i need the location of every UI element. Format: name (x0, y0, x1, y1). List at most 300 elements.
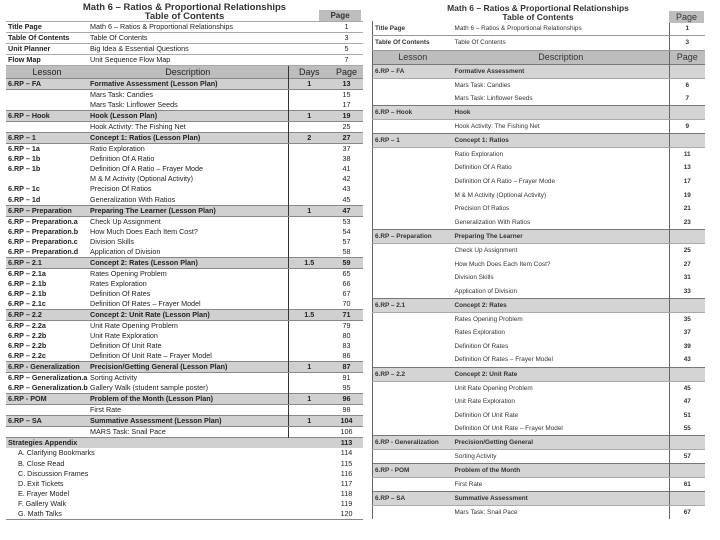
lesson-cell: 6.RP – 2.2b (8, 331, 47, 341)
description-cell: Concept 1: Ratios (Lesson Plan) (88, 133, 288, 144)
front-matter-row (6, 33, 363, 44)
page-cell: 106 (340, 427, 353, 437)
days-cell (288, 122, 330, 133)
table-row (6, 373, 363, 384)
column-header: Lesson (6, 66, 88, 79)
table-row (6, 237, 363, 247)
lesson-cell (373, 285, 453, 299)
table-row (6, 111, 363, 122)
table-row (373, 464, 705, 478)
description-cell: Rates Exploration (454, 329, 505, 337)
description-cell: Table Of Contents (453, 36, 670, 51)
description-cell: First Rate (90, 405, 122, 415)
description-cell: Hook Activity: The Fishing Net (90, 122, 186, 131)
days-cell (288, 237, 330, 247)
description-cell: MARS Task: Snail Pace (90, 427, 166, 437)
lesson-cell: 6.RP – 2.2 (373, 367, 453, 381)
lesson-cell: Flow Map (6, 55, 88, 66)
page-cell: 59 (330, 257, 363, 268)
page-cell: 13 (670, 161, 705, 175)
lesson-cell: 6.RP - POM (6, 394, 88, 405)
appendix-title: Strategies Appendix (6, 438, 330, 449)
description-cell: Unit Rate Exploration (90, 331, 158, 341)
table-row (6, 341, 363, 351)
days-cell (288, 299, 330, 310)
days-cell: 1.5 (288, 257, 330, 268)
appendix-header-row (6, 438, 363, 449)
lesson-cell (373, 381, 453, 395)
table-row (6, 427, 363, 438)
page-cell: 25 (670, 244, 705, 258)
appendix-row (6, 489, 363, 499)
description-cell: Division Skills (90, 236, 134, 246)
page-cell: 21 (670, 202, 705, 216)
days-cell (288, 90, 330, 101)
lesson-cell (373, 450, 453, 464)
page-cell (670, 105, 705, 119)
page-cell: 41 (342, 164, 351, 174)
appendix-row (6, 459, 363, 469)
column-header: Description (88, 66, 288, 79)
days-cell (288, 195, 330, 206)
lesson-cell (6, 174, 88, 184)
table-row (373, 188, 705, 202)
table-row (6, 227, 363, 237)
description-cell: Rates Opening Problem (454, 315, 523, 323)
table-row (6, 310, 363, 321)
page-cell: 23 (670, 216, 705, 230)
table-row (373, 161, 705, 175)
days-cell: 2 (288, 133, 330, 144)
lesson-cell (373, 340, 453, 354)
page-cell: 1 (330, 22, 363, 33)
days-cell: 1 (288, 394, 330, 405)
page-cell: 79 (342, 321, 351, 331)
appendix-row (6, 469, 363, 479)
table-row (373, 244, 705, 258)
days-cell (288, 144, 330, 155)
lesson-cell: Title Page (373, 21, 453, 36)
description-cell: Unit Rate Opening Problem (454, 384, 533, 392)
days-cell: 1 (288, 362, 330, 373)
table-row (6, 216, 363, 227)
page-cell (670, 436, 705, 450)
description-cell: Precision Of Ratios (90, 184, 152, 194)
column-header: Description (453, 50, 670, 64)
description-cell: Concept 2: Unit Rate (Lesson Plan) (88, 310, 288, 321)
toc-table (6, 21, 363, 520)
description-cell: Sorting Activity (90, 373, 138, 383)
lesson-cell: 6.RP – 2.1a (8, 268, 46, 278)
appendix-item: C. Discussion Frames (18, 468, 89, 478)
front-matter-row (6, 22, 363, 33)
table-row (373, 64, 705, 78)
page-cell (670, 492, 705, 506)
description-cell: Definition Of Rates – Frayer Model (90, 299, 201, 309)
description-cell: Definition Of Rates (90, 289, 151, 299)
description-cell: Summative Assessment (453, 492, 670, 506)
page-cell: 53 (342, 216, 351, 226)
table-row (373, 506, 705, 520)
lesson-cell (6, 122, 88, 133)
days-cell (288, 279, 330, 289)
days-cell (288, 351, 330, 362)
lesson-cell: 6.RP - Generalization (6, 362, 88, 373)
lesson-cell: 6.RP – Preparation.d (8, 246, 79, 256)
appendix-row (6, 448, 363, 458)
description-cell: Mars Task: Snail Pace (454, 509, 518, 517)
page-cell: 65 (342, 268, 351, 278)
description-cell: Check Up Assignment (454, 247, 518, 255)
description-cell: Application of Division (90, 246, 161, 256)
description-cell: Summative Assessment (Lesson Plan) (88, 416, 288, 427)
table-row (373, 450, 705, 464)
table-row (6, 405, 363, 416)
days-cell (288, 174, 330, 184)
table-row (6, 362, 363, 373)
lesson-cell: 6.RP – 1a (8, 144, 40, 153)
table-row (6, 257, 363, 268)
description-cell: How Much Does Each Item Cost? (90, 226, 198, 236)
page-cell: 116 (340, 468, 353, 478)
toc-right (372, 4, 704, 519)
description-cell: First Rate (454, 481, 483, 489)
days-cell: 1 (288, 416, 330, 427)
table-row (6, 383, 363, 394)
lesson-cell: 6.RP – SA (6, 416, 88, 427)
description-cell: Concept 2: Rates (Lesson Plan) (88, 257, 288, 268)
table-row (6, 351, 363, 362)
lesson-cell: 6.RP – 2.1 (6, 257, 88, 268)
table-row (373, 119, 705, 133)
page-cell: 37 (342, 144, 351, 153)
table-row (6, 164, 363, 174)
table-row (373, 353, 705, 367)
page-cell: 5 (330, 44, 363, 55)
description-cell: Gallery Walk (student sample poster) (90, 383, 208, 393)
description-cell: Precision Of Ratios (454, 205, 510, 213)
lesson-cell: 6.RP – 2.1b (8, 278, 47, 288)
toc-table (372, 21, 705, 519)
appendix-row (6, 479, 363, 489)
lesson-cell: 6.RP – 2.2b (8, 341, 47, 351)
lesson-cell: 6.RP – Generalization.b (8, 383, 88, 393)
appendix-item: B. Close Read (18, 458, 65, 468)
description-cell: Definition Of Unit Rate – Frayer Model (454, 425, 563, 433)
description-cell: Concept 2: Unit Rate (453, 367, 670, 381)
days-cell (288, 184, 330, 194)
days-cell (288, 373, 330, 384)
page-column-label: Page (669, 11, 704, 23)
lesson-cell (373, 244, 453, 258)
description-cell: Mars Task: Linflower Seeds (90, 100, 178, 109)
lesson-cell: 6.RP – 1b (8, 154, 41, 164)
lesson-cell (6, 100, 88, 111)
lesson-cell (373, 326, 453, 340)
table-row (6, 100, 363, 111)
description-cell: Table Of Contents (88, 33, 330, 44)
lesson-cell: 6.RP – 1 (6, 133, 88, 144)
description-cell: Rates Exploration (90, 278, 147, 288)
table-row (373, 78, 705, 92)
page-cell: 43 (670, 353, 705, 367)
table-row (373, 285, 705, 299)
page-cell: 70 (342, 299, 351, 309)
table-row (6, 133, 363, 144)
page-cell: 13 (330, 79, 363, 90)
description-cell: Concept 2: Rates (453, 298, 670, 312)
lesson-cell: 6.RP - Generalization (373, 436, 453, 450)
table-row (373, 175, 705, 189)
column-header: Page (330, 66, 363, 79)
lesson-cell: 6.RP – 2.2 (6, 310, 88, 321)
page-cell: 114 (340, 448, 353, 458)
lesson-cell: Title Page (6, 22, 88, 33)
page-cell: 115 (340, 458, 353, 468)
description-cell: Definition Of Unit Rate (454, 411, 519, 419)
column-header-row (373, 50, 705, 64)
page-cell (670, 367, 705, 381)
lesson-cell (6, 427, 88, 438)
page-cell: 47 (330, 205, 363, 216)
page-cell: 118 (340, 489, 353, 499)
description-cell: Formative Assessment (453, 64, 670, 78)
appendix-item: E. Frayer Model (18, 489, 70, 499)
lesson-cell (373, 257, 453, 271)
page-cell: 58 (342, 246, 351, 256)
lesson-cell: 6.RP – Preparation.b (8, 226, 79, 236)
description-cell: Definition Of Rates (454, 342, 509, 350)
toc-subtitle: Table of Contents (144, 10, 225, 22)
front-matter-row (6, 44, 363, 55)
page-cell: 55 (670, 422, 705, 436)
days-cell (288, 341, 330, 351)
days-cell (288, 331, 330, 341)
lesson-cell: 6.RP – 1c (8, 184, 40, 194)
description-cell: Unit Rate Exploration (454, 398, 515, 406)
table-row (373, 133, 705, 147)
table-row (373, 381, 705, 395)
lesson-cell: Table Of Contents (6, 33, 88, 44)
table-row (6, 279, 363, 289)
lesson-cell (373, 147, 453, 161)
table-row (6, 247, 363, 258)
lesson-cell: 6.RP – 2.1b (8, 289, 47, 299)
lesson-cell: 6.RP – Preparation (373, 230, 453, 244)
page-cell: 95 (342, 383, 351, 393)
lesson-cell (373, 271, 453, 285)
description-cell: Check Up Assignment (90, 216, 161, 226)
table-row (373, 492, 705, 506)
description-cell: Unit Rate Opening Problem (90, 321, 178, 331)
lesson-cell: Unit Planner (6, 44, 88, 55)
page-cell: 43 (342, 184, 351, 194)
page-column-label: Page (319, 10, 361, 21)
lesson-cell: 6.RP – FA (6, 79, 88, 90)
page-cell: 96 (330, 394, 363, 405)
description-cell: Preparing The Learner (453, 230, 670, 244)
page-cell: 67 (670, 506, 705, 520)
lesson-cell: 6.RP – Preparation.c (8, 236, 78, 246)
page-cell (670, 230, 705, 244)
column-header: Page (670, 50, 705, 64)
lesson-cell: 6.RP – 2.2a (8, 321, 46, 331)
table-row (373, 367, 705, 381)
table-row (373, 326, 705, 340)
page-cell (670, 298, 705, 312)
appendix-item: F. Gallery Walk (18, 499, 67, 509)
lesson-cell: 6.RP – Preparation (6, 205, 88, 216)
table-row (373, 422, 705, 436)
description-cell: Definition Of A Ratio (454, 164, 512, 172)
table-row (6, 90, 363, 101)
page-cell: 119 (340, 499, 353, 509)
description-cell: Rates Opening Problem (90, 268, 167, 278)
description-cell: Hook Activity: The Fishing Net (454, 122, 540, 130)
table-row (6, 184, 363, 194)
table-row (373, 340, 705, 354)
table-row (373, 436, 705, 450)
description-cell: Definition Of Unit Rate – Frayer Model (90, 351, 212, 361)
description-cell: Definition Of Unit Rate (90, 341, 162, 351)
toc-left (6, 4, 363, 520)
description-cell: Unit Sequence Flow Map (88, 55, 330, 66)
lesson-cell (373, 216, 453, 230)
lesson-cell: 6.RP – Preparation.a (8, 216, 78, 226)
description-cell: Math 6 – Ratios & Proportional Relationships (453, 21, 670, 36)
page-cell: 3 (330, 33, 363, 44)
description-cell: Application of Division (454, 287, 518, 295)
page-cell (670, 64, 705, 78)
description-cell: Definition Of Rates – Frayer Model (454, 356, 553, 364)
page-cell: 42 (342, 174, 351, 184)
page-cell: 71 (330, 310, 363, 321)
page-cell: 19 (330, 111, 363, 122)
description-cell: Ratio Exploration (454, 150, 504, 158)
page-cell: 45 (670, 381, 705, 395)
page-cell: 31 (670, 271, 705, 285)
days-cell (288, 268, 330, 279)
page-cell: 33 (670, 285, 705, 299)
description-cell: Formative Assessment (Lesson Plan) (88, 79, 288, 90)
description-cell: Division Skills (454, 274, 494, 282)
days-cell (288, 383, 330, 394)
page-cell: 86 (342, 351, 351, 361)
description-cell: Definition Of A Ratio (90, 154, 155, 164)
lesson-cell (373, 422, 453, 436)
page-cell: 98 (342, 405, 351, 415)
appendix-row (6, 499, 363, 509)
lesson-cell (373, 161, 453, 175)
lesson-cell (373, 395, 453, 409)
table-row (6, 144, 363, 155)
lesson-cell (373, 202, 453, 216)
lesson-cell: 6.RP – 2.1 (373, 298, 453, 312)
page-cell: 3 (670, 36, 705, 51)
page-cell: 67 (342, 289, 351, 299)
table-row (6, 195, 363, 206)
page-cell: 7 (670, 92, 705, 106)
lesson-cell (373, 175, 453, 189)
table-row (6, 174, 363, 184)
page-cell: 35 (670, 312, 705, 326)
description-cell: Precision/Getting General (Lesson Plan) (88, 362, 288, 373)
page-cell: 9 (670, 119, 705, 133)
days-cell (288, 154, 330, 164)
table-row (373, 271, 705, 285)
days-cell (288, 164, 330, 174)
description-cell: M & M Activity (Optional Activity) (90, 174, 194, 184)
page-cell: 1 (670, 21, 705, 36)
table-row (373, 202, 705, 216)
page-cell: 15 (342, 90, 351, 99)
lesson-cell (373, 506, 453, 520)
page-cell: 19 (670, 188, 705, 202)
page-cell: 51 (670, 408, 705, 422)
lesson-cell (373, 188, 453, 202)
table-row (6, 394, 363, 405)
description-cell: Definition Of A Ratio – Frayer Mode (90, 164, 204, 174)
lesson-cell: 6.RP – 2.2c (8, 351, 46, 361)
page-cell: 6 (670, 78, 705, 92)
page-cell: 45 (342, 194, 351, 204)
appendix-row (6, 509, 363, 520)
front-matter-row (373, 21, 705, 36)
days-cell (288, 247, 330, 258)
description-cell: Hook (Lesson Plan) (88, 111, 288, 122)
description-cell: Mars Task: Candies (90, 90, 153, 99)
page-cell: 83 (342, 341, 351, 351)
table-row (6, 289, 363, 299)
page-cell: 117 (340, 478, 353, 488)
table-row (6, 321, 363, 332)
lesson-cell: 6.RP – Hook (373, 105, 453, 119)
page-cell: 27 (330, 133, 363, 144)
days-cell (288, 427, 330, 438)
lesson-cell: 6.RP – FA (373, 64, 453, 78)
table-row (373, 230, 705, 244)
page-cell: 91 (342, 373, 351, 383)
lesson-cell (373, 312, 453, 326)
table-row (373, 395, 705, 409)
description-cell: Math 6 – Ratios & Proportional Relationships (88, 22, 330, 33)
page-cell: 7 (330, 55, 363, 66)
days-cell: 1.5 (288, 310, 330, 321)
description-cell: How Much Does Each Item Cost? (454, 260, 551, 268)
table-row (6, 122, 363, 133)
lesson-cell: 6.RP – 1b (8, 164, 41, 174)
days-cell (288, 227, 330, 237)
table-row (6, 205, 363, 216)
description-cell: Mars Task: Candies (454, 81, 511, 89)
column-header-row (6, 66, 363, 79)
column-header: Days (288, 66, 330, 79)
days-cell: 1 (288, 205, 330, 216)
lesson-cell (373, 353, 453, 367)
page-cell: 47 (670, 395, 705, 409)
page-cell: 11 (670, 147, 705, 161)
page-cell: 39 (670, 340, 705, 354)
lesson-cell (373, 78, 453, 92)
page-cell (670, 133, 705, 147)
days-cell (288, 405, 330, 416)
page-cell: 17 (670, 175, 705, 189)
table-row (6, 331, 363, 341)
description-cell: Big Idea & Essential Questions (88, 44, 330, 55)
table-row (373, 147, 705, 161)
table-row (373, 257, 705, 271)
description-cell: Problem of the Month (453, 464, 670, 478)
